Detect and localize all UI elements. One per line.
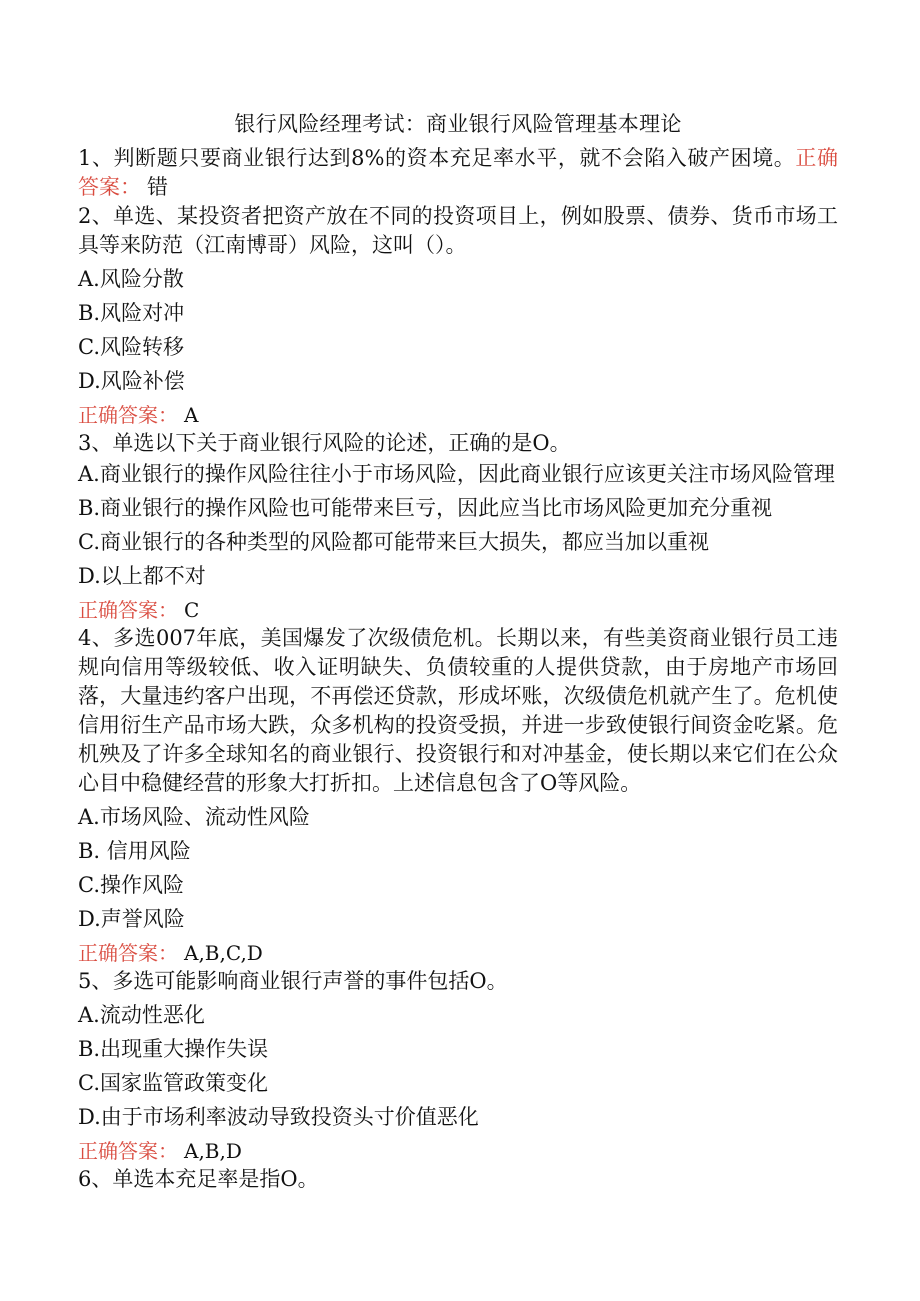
- question-block-5: [78, 967, 838, 1165]
- option-a: A.风险分散: [78, 267, 184, 291]
- option-c: C.操作风险: [78, 873, 184, 897]
- option-d: D.声誉风险: [78, 907, 185, 931]
- option-d: D.由于市场利率波动导致投资头寸价值恶化: [78, 1105, 479, 1129]
- option-b: B.商业银行的操作风险也可能带来巨亏，因此应当比市场风险更加充分重视: [78, 496, 773, 520]
- question-1-text: 1、判断题只要商业银行达到8%的资本充足率水平，就不会陷入破产困境。: [78, 146, 796, 170]
- question-4-text: 4、多选007年底，美国爆发了次级债危机。长期以来，有些美资商业银行员工违规向信用等级较低、收入证明缺失、负债较重的人提供贷款，由于房地产市场回落，大量违约客户出现，不再偿还贷款，形成坏账，次级债危机就产生了。危机使信用衍生产品市场大跌，众多机构的投资受损，并进一步致使银行间资金吃紧。危机殃及了许多全球知名的商业银行、投资银行和对冲基金，使长期以来它们在公众心目中稳健经营的形象大打折扣。上述信息包含了O等风险。: [78, 626, 838, 795]
- question-2-text: 2、单选、某投资者把资产放在不同的投资项目上，例如股票、债券、货币市场工具等来防范（江南博哥）风险，这叫（）。: [78, 204, 838, 257]
- question-text: [78, 144, 838, 202]
- option-a: A.市场风险、流动性风险: [78, 805, 310, 829]
- question-block-1: [78, 144, 838, 202]
- option-c: C.国家监管政策变化: [78, 1071, 268, 1095]
- answer-label: 正确答案：: [78, 146, 838, 199]
- answer-label: 正确答案：: [78, 941, 178, 965]
- option-d: D.风险补偿: [78, 369, 185, 393]
- question-block-2: [78, 202, 838, 429]
- question-block-6: [78, 1165, 838, 1194]
- answer-label: 正确答案：: [78, 1139, 178, 1163]
- question-6-text: 6、单选本充足率是指O。: [78, 1167, 319, 1191]
- answer-value: A,B,C,D: [184, 941, 263, 965]
- page-title: 银行风险经理考试：商业银行风险管理基本理论: [234, 112, 682, 136]
- option-b: B.出现重大操作失误: [78, 1037, 269, 1061]
- option-c: C.风险转移: [78, 335, 184, 359]
- answer-label: 正确答案：: [78, 598, 178, 622]
- option-b: B.风险对冲: [78, 301, 185, 325]
- answer-line: [78, 939, 838, 967]
- answer-value: 错: [147, 175, 168, 199]
- answer-line: [78, 596, 838, 624]
- document-page: [78, 108, 838, 1194]
- question-block-4: [78, 624, 838, 967]
- option-b: B. 信用风险: [78, 839, 191, 863]
- answer-label: 正确答案：: [78, 403, 178, 427]
- question-3-text: 3、单选以下关于商业银行风险的论述，正确的是O。: [78, 431, 571, 455]
- question-5-text: 5、多选可能影响商业银行声誉的事件包括O。: [78, 969, 508, 993]
- answer-value: C: [184, 598, 200, 622]
- option-c: C.商业银行的各种类型的风险都可能带来巨大损失，都应当加以重视: [78, 530, 709, 554]
- option-d: D.以上都不对: [78, 564, 206, 588]
- answer-line: [78, 401, 838, 429]
- answer-line: [78, 1137, 838, 1165]
- answer-value: A: [184, 403, 199, 427]
- option-a: A.商业银行的操作风险往往小于市场风险，因此商业银行应该更关注市场风险管理: [78, 462, 835, 486]
- question-block-3: [78, 429, 838, 624]
- answer-value: A,B,D: [184, 1139, 242, 1163]
- option-a: A.流动性恶化: [78, 1003, 205, 1027]
